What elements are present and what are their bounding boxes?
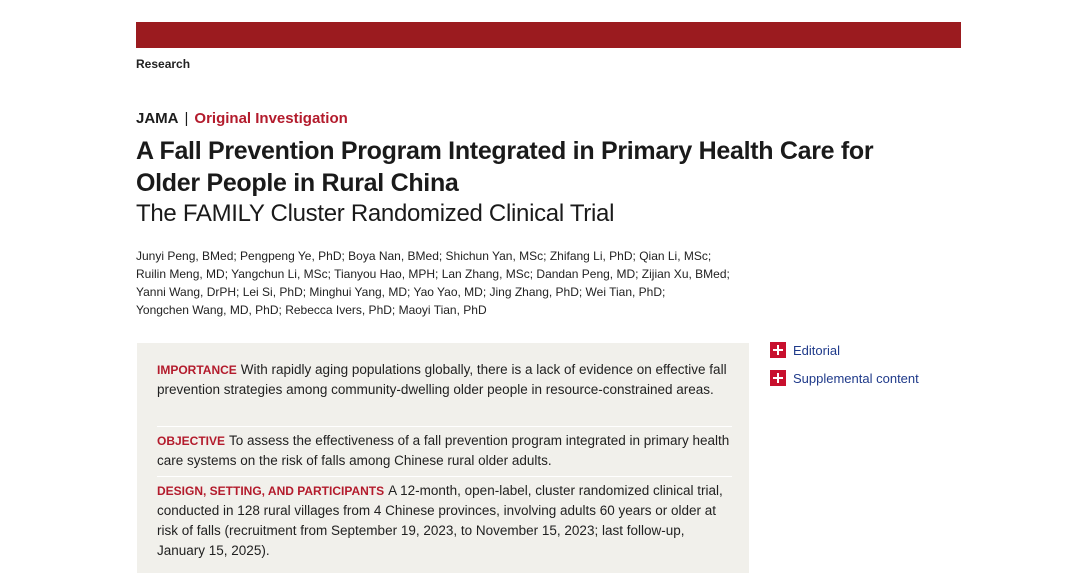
journal-banner — [136, 22, 961, 48]
plus-icon — [770, 370, 786, 386]
article-type: Original Investigation — [194, 110, 348, 127]
abstract-importance — [157, 360, 732, 400]
article-subtitle: The FAMILY Cluster Randomized Clinical Trial — [136, 200, 615, 227]
author-line: Yongchen Wang, MD, PhD; Rebecca Ivers, PhD; Maoyi Tian, PhD — [136, 303, 487, 317]
author-line: Ruilin Meng, MD; Yangchun Li, MSc; Tianyou Hao, MPH; Lan Zhang, MSc; Dandan Peng, MD; Zijian Xu, BMed; — [136, 267, 730, 281]
article-title: A Fall Prevention Program Integrated in Primary Health Care for Older People in Rural China — [136, 137, 874, 197]
abstract-design — [157, 481, 732, 561]
plus-icon — [770, 342, 786, 358]
author-line: Junyi Peng, BMed; Pengpeng Ye, PhD; Boya Nan, BMed; Shichun Yan, MSc; Zhifang Li, PhD; Qian Li, MSc; — [136, 249, 712, 263]
author-list — [136, 247, 756, 319]
abstract-heading: DESIGN, SETTING, AND PARTICIPANTS — [157, 484, 385, 498]
journal-separator: | — [184, 110, 189, 127]
journal-line — [136, 110, 348, 127]
abstract-box — [137, 343, 749, 573]
abstract-objective — [157, 431, 732, 471]
supplemental-content-link-label: Supplemental content — [793, 370, 919, 386]
abstract-divider — [157, 476, 732, 477]
author-line: Yanni Wang, DrPH; Lei Si, PhD; Minghui Yang, MD; Yao Yao, MD; Jing Zhang, PhD; Wei Tian, PhD; — [136, 285, 666, 299]
related-links — [770, 341, 919, 397]
abstract-divider — [157, 426, 732, 427]
section-label: Research — [136, 57, 191, 71]
editorial-link[interactable] — [770, 341, 919, 359]
editorial-link-label: Editorial — [793, 342, 840, 358]
supplemental-content-link[interactable] — [770, 369, 919, 387]
abstract-text: With rapidly aging populations globally, there is a lack of evidence on effective fall prevention strategies among community-dwelling older people in resource-constrained areas. — [157, 362, 727, 397]
abstract-heading: IMPORTANCE — [157, 363, 237, 377]
abstract-text: A 12-month, open-label, cluster randomized clinical trial, conducted in 128 rural villages from 4 Chinese provinces, involving adults 60 years or older at risk of falls (recruitment from September 19, 2023, to November 15, 2023; last follow-up, January 15, 2025). — [157, 483, 723, 558]
abstract-text: To assess the effectiveness of a fall prevention program integrated in primary health care systems on the risk of falls among Chinese rural older adults. — [157, 433, 730, 468]
abstract-heading: OBJECTIVE — [157, 434, 226, 448]
journal-name: JAMA — [136, 110, 179, 127]
